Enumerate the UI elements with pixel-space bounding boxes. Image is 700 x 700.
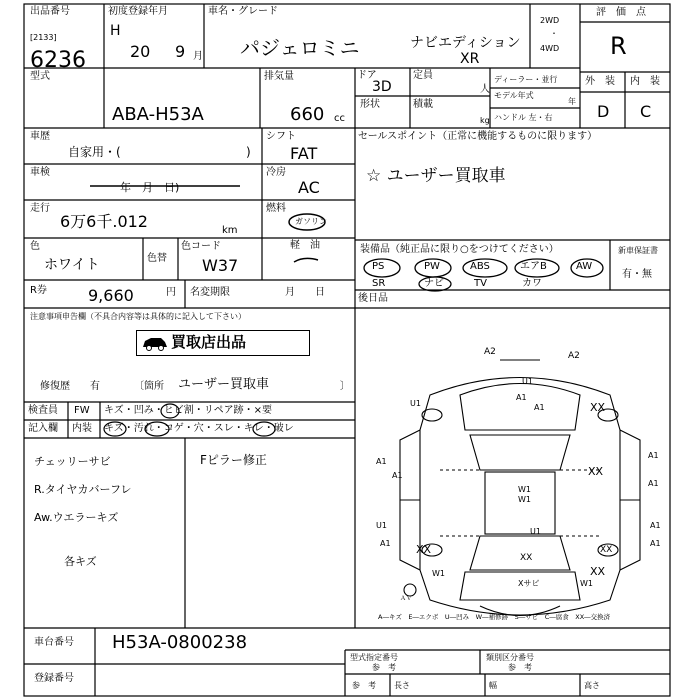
footer-ref: 参 考 [352,681,376,690]
equip-leather: カワ [522,278,542,289]
mark-a2-right: A2 [568,351,580,361]
remark-2: R.タイヤカバーフレ [34,483,132,496]
tax-label: R券 [30,285,47,296]
mark-spare: ＡＶ [400,595,413,602]
warranty-label: 新車保証書 [618,246,658,255]
name-change-label: 名変期限 [190,287,230,298]
footer-width: 幅 [489,681,497,690]
mark-right-a1c: A1 [650,521,661,530]
type-spec-ref: 参 考 [372,663,396,672]
chassis-number: H53A-0800238 [112,632,248,653]
mark-xx-rear-l: XX [416,543,432,556]
footer-length: 長さ [394,681,410,690]
inspector-label1: 検査員 [28,405,58,416]
rear-seat-label: 後日品 [358,293,388,304]
ext-grade: D [597,102,610,121]
dealer-label: ディーラー・並行 [494,75,558,84]
load-unit: kg [480,116,490,125]
inspector-row2: キズ・汚れ・コゲ・穴・スレ・キレ・破レ [104,423,294,434]
displacement: 660 [290,104,325,125]
repair-text: ユーザー買取車 [178,377,270,392]
mark-right-a1: A1 [648,451,659,460]
mark-rust: Xサビ [518,579,540,588]
model: ABA-H53A [112,104,204,125]
shift: FAT [290,144,318,163]
mark-left-a1b: A1 [392,471,403,480]
inspector-label2: 記入欄 [28,423,58,434]
load-label: 積載 [413,99,433,110]
eval-label: 評 価 点 [596,7,646,18]
first-reg-label: 初度登録年月 [108,6,168,17]
mark-rear-w1: W1 [432,569,445,578]
tax: 9,660 [88,286,134,305]
grade: ナビエディション [410,35,521,51]
mark-right-a1d: A1 [650,539,661,548]
repair-label: 修復歴 有 [40,381,100,392]
model-year-label: モデル年式 [494,91,534,100]
usage-close: ) [246,145,251,159]
mark-front-u1: U1 [410,399,421,408]
remark-4: 各キズ [64,555,97,568]
mark-left-u1: U1 [376,521,387,530]
stamp-text: 買取店出品 [171,333,247,351]
diagram-legend: A―キズ E―エクボ U―凹み W―補修跡 S―サビ C―腐食 XX―交換済 [378,613,611,621]
color-code-label: 色コード [181,241,221,252]
mark-left-a1c: A1 [380,539,391,548]
capacity-unit: 人 [480,84,490,95]
name-label: 車名・グレード [208,6,278,17]
repair-close: 〕 [340,381,350,392]
mark-hood-u1: U1 [522,377,533,386]
color: ホワイト [44,257,100,273]
mark-left-a1: A1 [376,457,387,466]
remark-3: Aw.ウエラーキズ [34,511,119,524]
inspection-label: 車検 [30,167,50,178]
equip-airbag: エアB [520,261,547,272]
mark-a2-left: A2 [484,347,496,357]
equipment-title: 装備品（純正品に限り○をつけてください） [360,244,559,255]
mileage-label: 走行 [30,203,50,214]
displacement-unit: cc [334,113,345,124]
displacement-label: 排気量 [264,71,294,82]
grade-suffix: XR [460,51,480,67]
usage: 自家用・( [68,145,121,159]
inspection: 年 月 日) [120,181,180,194]
aircon: AC [298,178,320,197]
int-grade: C [640,102,652,121]
mark-right-a1b: A1 [648,479,659,488]
era: H [110,23,121,39]
reg-label: 登録番号 [34,673,74,684]
chassis-label: 車台番号 [34,637,74,648]
selling-title: セールスポイント（正常に機能するものに限ります） [358,131,598,142]
fuel-label: 燃料 [266,203,286,214]
mark-rear-xx: XX [520,553,533,563]
drive-2wd: 2WD [540,16,560,25]
fuel-gas: ガソリン [295,217,327,226]
reg-year: 20 [130,42,151,61]
fuel-diesel: 軽 油 [290,240,320,251]
drive-4wd: 4WD [540,44,560,53]
inspector-row1: キズ・凹み・ヒビ割・リペア跡・×要 [104,405,272,416]
model-label: 型式 [30,71,50,82]
model-year-unit: 年 [568,97,576,106]
mark-rear-xx2: XX [600,545,613,555]
inspector-row2-head: 内装 [72,423,92,434]
remark-right: Fピラー修正 [200,453,267,467]
equip-aw: AW [576,261,593,272]
mark-roof-w1b: W1 [518,495,531,504]
equip-sr: SR [372,278,386,289]
color-label: 色 [30,241,40,252]
inspector-row1-head: FW [74,405,90,416]
car-icon [141,335,169,351]
handle-label: ハンドル 左・右 [494,113,553,122]
notes-title: 注意事項申告欄（不具合内容等は具体的に記入して下さい） [30,312,246,321]
shape-label: 形状 [360,99,380,110]
color-code: W37 [202,256,239,275]
type-class-label: 類別区分番号 [486,653,534,662]
equip-abs: ABS [470,261,490,272]
car-name: パジェロミニ [240,36,360,60]
repair-bracket: 〔箇所 [134,381,164,392]
usage-label: 車歴 [30,131,50,142]
type-class-ref: 参 考 [508,663,532,672]
door-label: ドア [357,70,377,81]
equip-tv: TV [474,278,487,289]
shift-label: シフト [266,131,296,142]
lot-label: 出品番号 [30,6,70,17]
mark-rear-w1b: W1 [580,579,593,588]
doors: 3D [372,79,392,95]
footer-height: 高さ [584,681,600,690]
mark-rear-u1: U1 [530,527,541,536]
type-spec-label: 型式指定番号 [350,653,398,662]
mark-roof-w1: W1 [518,485,531,494]
eval-score: R [610,32,627,60]
tax-unit: 円 [166,287,176,298]
drive-dot: ・ [550,29,558,38]
mark-xx-front-r: XX [590,401,606,414]
equip-navi: ナビ [424,278,444,289]
capacity-label: 定員 [413,70,433,81]
aircon-label: 冷房 [266,167,286,178]
selling-text: ☆ ユーザー買取車 [366,166,506,186]
remark-1: チェッリーサビ [34,455,111,468]
equip-pw: PW [424,261,440,272]
mark-xx-rear-r: XX [590,565,606,578]
ext-label: 外 装 [585,76,615,87]
equip-ps: PS [372,261,385,272]
stamp-box [136,330,310,356]
name-change-unit: 月 日 [285,287,325,298]
reg-month: 9 [175,42,186,61]
inspector-circles [100,402,360,438]
month-unit: 月 [193,51,203,62]
lot-code: [2133] [30,33,57,42]
recolor-label: 色替 [147,253,167,264]
equip-circles [355,252,605,292]
mileage: 6万6千.012 [60,212,148,231]
lot-number: 6236 [30,48,86,73]
int-label: 内 装 [630,76,660,87]
mark-hood-a1b: A1 [534,403,545,412]
mark-xx-side-r: XX [588,465,604,478]
warranty-value: 有・無 [622,269,652,280]
mileage-unit: km [222,225,238,236]
mark-hood-a1: A1 [516,393,527,402]
